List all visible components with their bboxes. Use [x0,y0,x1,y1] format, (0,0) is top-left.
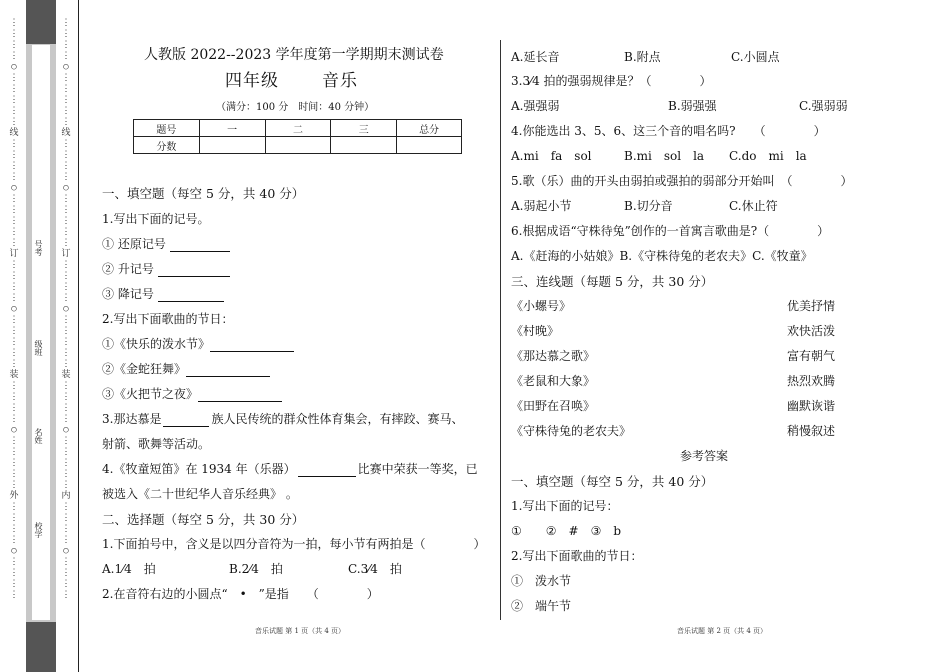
dotted-cut-line-inner: ⋮ ⋮ ⋮ ⋮ ○ ⋮ ⋮ ⋮ ⋮ ⋮ 线 ⋮ ⋮ ⋮ ⋮ ○ ⋮ ⋮ ⋮ ⋮ ⋮ 订 ⋮ ⋮ ⋮ ⋮ ○ ⋮ ⋮ ⋮ ⋮ ⋮ 装 ⋮ ⋮ ⋮ ⋮ ○ ⋮ ⋮ ⋮ ⋮ ⋮ 内 ⋮ ⋮ ⋮ ⋮ ○ ⋮ ⋮ ⋮ ⋮ [58,18,74,668]
choice-option-b: B.弱强强 [668,99,717,113]
score-table-row [134,137,462,154]
answer-blank[interactable] [158,289,224,302]
answer-blank[interactable] [210,339,294,352]
question-3-cont: 射箭、歌舞等活动。 [102,437,211,451]
page-2 [500,0,950,672]
match-mood[interactable]: 富有朝气 [787,349,836,363]
question-1b: ② 升记号 [102,260,230,277]
question-2a: ①《快乐的泼水节》 [102,335,294,352]
choice-option-b: B.2⁄4 拍 [229,562,283,576]
page-footer: 音乐试题 第 2 页（共 4 页） [677,627,768,635]
score-cell: 题号 [134,120,200,137]
choice-option-a: A.弱起小节 [511,199,572,213]
answer-blank[interactable] [298,464,356,477]
binding-mark: 内 [61,491,71,501]
section-fill-blank: 一、填空题（每空 5 分，共 40 分） [102,186,305,201]
choice-question-3: 3.3⁄4 拍的强弱规律是？（ ） [511,74,712,88]
score-table [133,119,462,154]
score-table-row [134,120,462,137]
choice-option-c: C.3⁄4 拍 [348,562,402,576]
question-1a: ① 还原记号 [102,235,230,252]
question-1c: ③ 降记号 [102,285,224,302]
choice-question-4: 4.你能选出 3、5、6、这三个音的唱名吗? （ ） [511,124,826,138]
answer-question-2b: ② 端午节 [511,599,572,613]
score-input-cell[interactable] [331,137,397,154]
question-4-cont: 被选入《二十世纪华人音乐经典》 。 [102,487,298,501]
choice-question-6: 6.根据成语“守株待兔”创作的一首寓言歌曲是?（ ） [511,224,830,238]
choice-option-b: B.切分音 [624,199,673,213]
score-input-cell[interactable] [199,137,265,154]
answer-blank[interactable] [186,364,270,377]
choice-question-2: 2.在音符右边的小圆点“ • ”是指 （ ） [102,587,379,601]
match-song[interactable]: 《那达慕之歌》 [511,349,596,363]
answer-blank[interactable] [163,414,209,427]
page-footer: 音乐试题 第 1 页（共 4 页） [255,627,346,635]
binding-mark: 线 [61,128,71,138]
answers-title: 参考答案 [680,449,729,463]
exam-info: （满分：100 分 时间：40 分钟） [216,102,375,113]
match-song[interactable]: 《村晚》 [511,324,560,338]
choice-option-a: A.延长音 [511,50,560,64]
answer-question-1: 1.写出下面的记号： [511,499,619,513]
score-cell: 分数 [134,137,200,154]
binding-mark: 装 [9,370,19,380]
answer-question-2a: ① 泼水节 [511,574,572,588]
choice-options-6: A.《赶海的小姑娘》B.《守株待兔的老农夫》C.《牧童》 [511,249,813,263]
match-song[interactable]: 《田野在召唤》 [511,399,596,413]
answer-blank[interactable] [158,264,230,277]
match-song[interactable]: 《小螺号》 [511,299,572,313]
choice-question-5: 5.歌（乐）曲的开头由弱拍或强拍的弱部分开始叫 （ ） [511,174,853,188]
subject-label: 音乐 [322,71,358,91]
match-mood[interactable]: 优美抒情 [787,299,836,313]
choice-option-c: C.小圆点 [731,50,780,64]
match-mood[interactable]: 欢快活泼 [787,324,836,338]
score-cell: 二 [265,120,331,137]
answers-section-1: 一、填空题（每空 5 分，共 40 分） [511,474,714,489]
question-2: 2.写出下面歌曲的节日： [102,312,234,326]
score-cell: 总分 [397,120,462,137]
answer-question-1-values: ① ② # ③ b [511,524,622,538]
class-label: 级班 [34,340,43,356]
score-input-cell[interactable] [397,137,462,154]
choice-option-c: C.do mi la [729,149,807,163]
binding-mark: 订 [9,249,19,259]
binding-mark: 装 [61,370,71,380]
question-2b: ②《金蛇狂舞》 [102,360,270,377]
binding-mark: 外 [9,491,19,501]
question-3: 3.那达慕是 族人民传统的群众性体育集会，有摔跤、赛马、 [102,412,464,426]
choice-option-b: B.mi sol la [624,149,705,163]
choice-option-a: A.1⁄4 拍 [102,562,156,576]
choice-option-a: A.mi fa sol [511,149,592,163]
score-cell: 三 [331,120,397,137]
choice-option-b: B.附点 [624,50,661,64]
answer-blank[interactable] [198,389,282,402]
dotted-cut-line-outer: ⋮ ⋮ ⋮ ⋮ ○ ⋮ ⋮ ⋮ ⋮ ⋮ 线 ⋮ ⋮ ⋮ ⋮ ○ ⋮ ⋮ ⋮ ⋮ ⋮ 订 ⋮ ⋮ ⋮ ⋮ ○ ⋮ ⋮ ⋮ ⋮ ⋮ 装 ⋮ ⋮ ⋮ ⋮ ○ ⋮ ⋮ ⋮ ⋮ ⋮ 外 ⋮ ⋮ ⋮ ⋮ ○ ⋮ ⋮ ⋮ ⋮ [6,18,22,668]
match-song[interactable]: 《老鼠和大象》 [511,374,596,388]
binding-mark: 线 [9,128,19,138]
section-choice: 二、选择题（每空 5 分，共 30 分） [102,512,305,527]
choice-question-1: 1.下面拍号中，含义是以四分音符为一拍，每小节有两拍是（ ） [102,537,486,551]
exam-number-label: 号考 [34,240,43,256]
section-matching: 三、连线题（每题 5 分，共 30 分） [511,274,714,289]
question-1: 1.写出下面的记号。 [102,212,210,226]
choice-option-c: C.强弱弱 [799,99,848,113]
question-4: 4.《牧童短笛》在 1934 年（乐器） 比赛中荣获一等奖，已 [102,462,478,476]
score-cell: 一 [199,120,265,137]
question-2c: ③《火把节之夜》 [102,385,282,402]
answer-question-2: 2.写出下面歌曲的节日： [511,549,643,563]
match-song[interactable]: 《守株待兔的老农夫》 [511,424,632,438]
answer-blank[interactable] [170,239,230,252]
choice-option-c: C.休止符 [729,199,778,213]
match-mood[interactable]: 稍慢叙述 [787,424,836,438]
score-input-cell[interactable] [265,137,331,154]
exam-title: 人教版 2022--2023 学年度第一学期期末测试卷 [144,47,444,63]
choice-option-a: A.强强弱 [511,99,560,113]
match-mood[interactable]: 热烈欢腾 [787,374,836,388]
name-label: 名姓 [34,428,43,444]
binding-mark: 订 [61,249,71,259]
match-mood[interactable]: 幽默诙谐 [787,399,836,413]
school-label: 校学 [34,522,43,538]
grade-label: 四年级 [225,71,279,91]
